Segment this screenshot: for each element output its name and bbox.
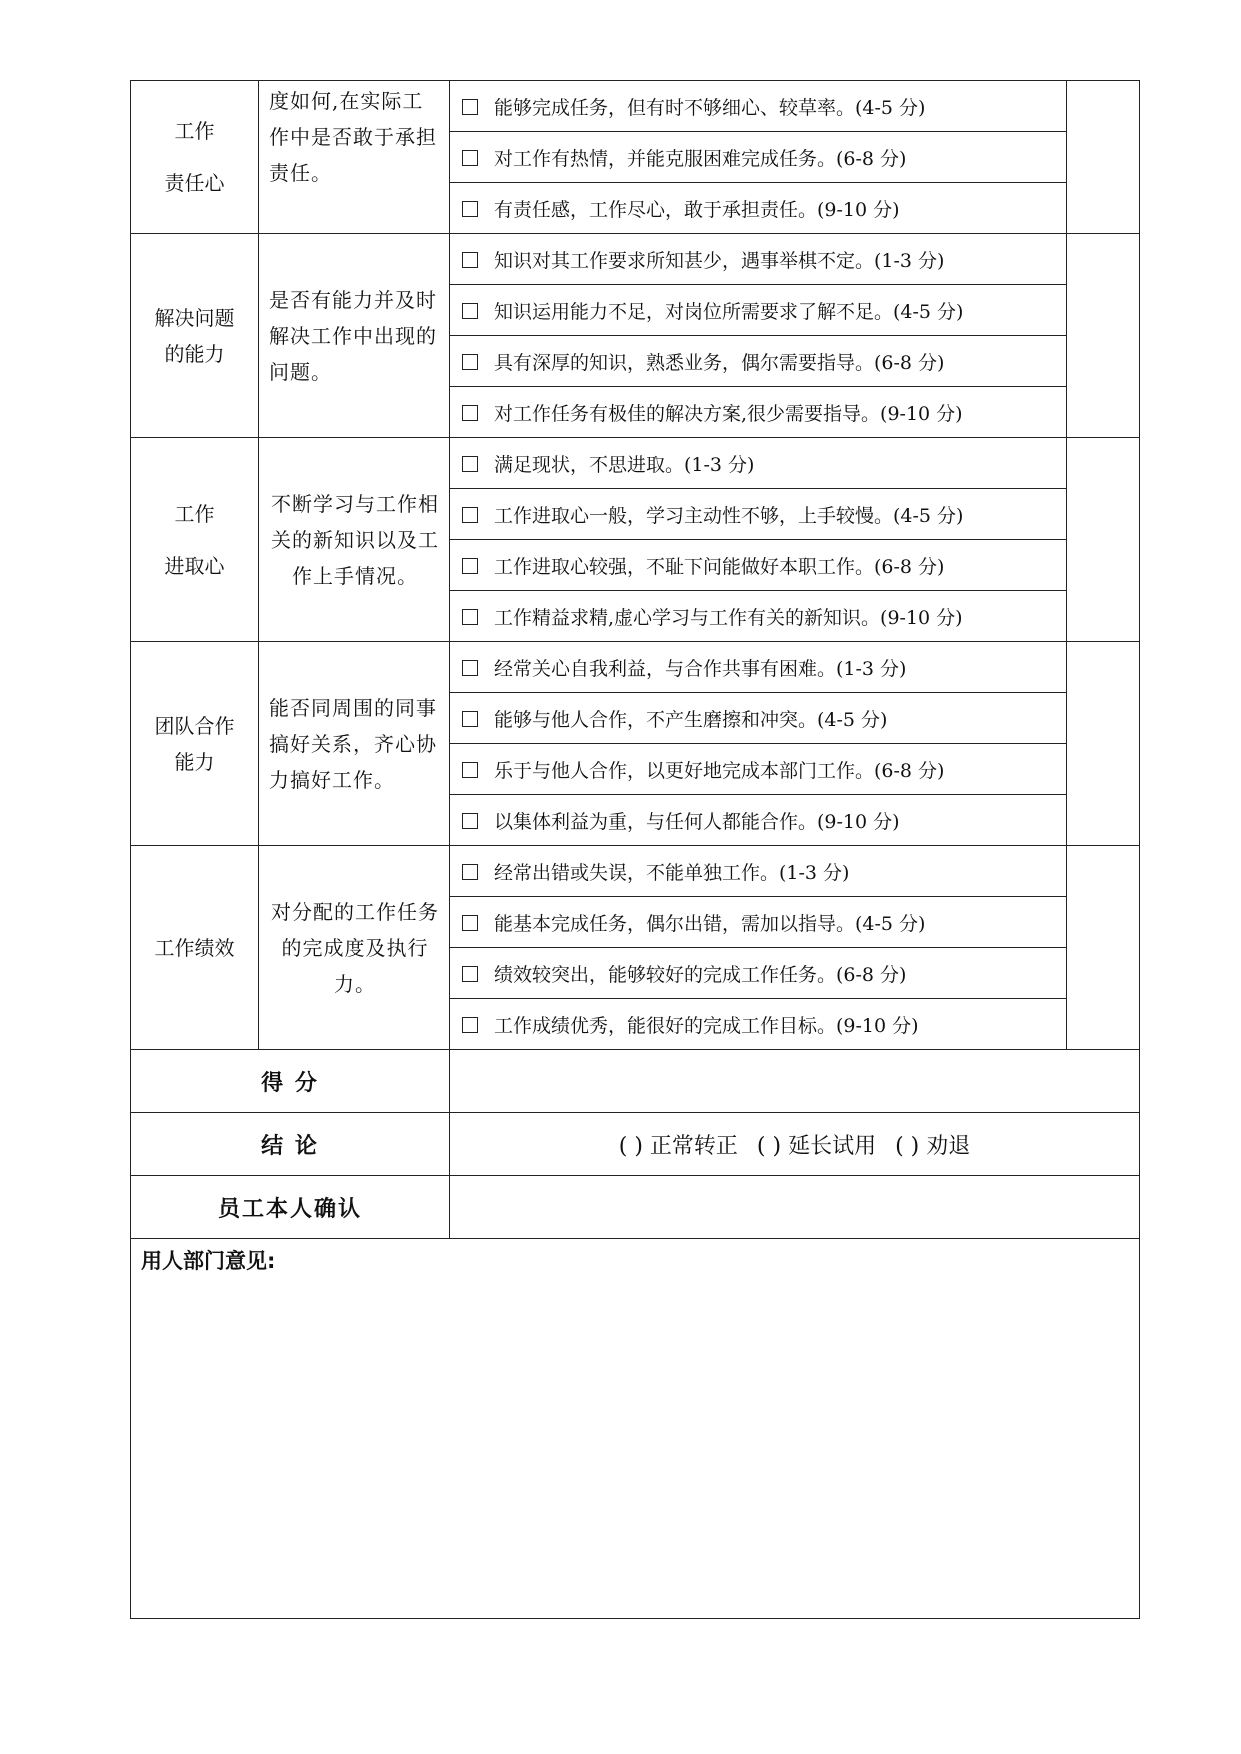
option-initiative-1[interactable]: 满足现状，不思进取。(1-3 分) <box>450 438 1067 489</box>
employee-confirm-field[interactable] <box>450 1176 1140 1239</box>
option-responsibility-2[interactable]: 对工作有热情，并能克服困难完成任务。(6-8 分) <box>450 132 1067 183</box>
option-problem-solving-2[interactable]: 知识运用能力不足，对岗位所需要求了解不足。(4-5 分) <box>450 285 1067 336</box>
option-responsibility-3[interactable]: 有责任感，工作尽心，敢于承担责任。(9-10 分) <box>450 183 1067 234</box>
score-cell-initiative[interactable] <box>1067 438 1140 642</box>
option-teamwork-1[interactable]: 经常关心自我利益，与合作共事有困难。(1-3 分) <box>450 642 1067 693</box>
checkbox-icon[interactable] <box>462 507 478 523</box>
option-teamwork-4[interactable]: 以集体利益为重，与任何人都能合作。(9-10 分) <box>450 795 1067 846</box>
option-problem-solving-4[interactable]: 对工作任务有极佳的解决方案,很少需要指导。(9-10 分) <box>450 387 1067 438</box>
category-problem-solving: 解决问题 的能力 <box>131 234 259 438</box>
checkbox-icon[interactable] <box>462 303 478 319</box>
checkbox-icon[interactable] <box>462 813 478 829</box>
description-teamwork: 能否同周围的同事搞好关系，齐心协力搞好工作。 <box>259 642 450 846</box>
option-performance-3[interactable]: 绩效较突出，能够较好的完成工作任务。(6-8 分) <box>450 948 1067 999</box>
option-initiative-2[interactable]: 工作进取心一般，学习主动性不够，上手较慢。(4-5 分) <box>450 489 1067 540</box>
description-problem-solving: 是否有能力并及时解决工作中出现的问题。 <box>259 234 450 438</box>
checkbox-icon[interactable] <box>462 456 478 472</box>
description-performance: 对分配的工作任务的完成度及执行力。 <box>259 846 450 1050</box>
evaluation-table <box>130 80 1140 1619</box>
description-initiative: 不断学习与工作相关的新知识以及工作上手情况。 <box>259 438 450 642</box>
checkbox-icon[interactable] <box>462 201 478 217</box>
checkbox-icon[interactable] <box>462 150 478 166</box>
conclusion-label: 结 论 <box>131 1113 450 1176</box>
option-performance-1[interactable]: 经常出错或失误，不能单独工作。(1-3 分) <box>450 846 1067 897</box>
checkbox-icon[interactable] <box>462 99 478 115</box>
checkbox-icon[interactable] <box>462 762 478 778</box>
category-teamwork: 团队合作 能力 <box>131 642 259 846</box>
employee-confirm-label: 员工本人确认 <box>131 1176 450 1239</box>
checkbox-icon[interactable] <box>462 915 478 931</box>
conclusion-option-regular[interactable]: ( ) 正常转正 <box>618 1133 738 1159</box>
score-cell-problem-solving[interactable] <box>1067 234 1140 438</box>
score-label: 得 分 <box>131 1050 450 1113</box>
conclusion-option-extend[interactable]: ( ) 延长试用 <box>756 1133 877 1159</box>
checkbox-icon[interactable] <box>462 558 478 574</box>
option-teamwork-2[interactable]: 能够与他人合作，不产生磨擦和冲突。(4-5 分) <box>450 693 1067 744</box>
department-opinion-label: 用人部门意见: <box>141 1249 276 1273</box>
option-performance-4[interactable]: 工作成绩优秀，能很好的完成工作目标。(9-10 分) <box>450 999 1067 1050</box>
conclusion-option-dismiss[interactable]: ( ) 劝退 <box>895 1133 971 1159</box>
score-cell-responsibility[interactable] <box>1067 81 1140 234</box>
checkbox-icon[interactable] <box>462 864 478 880</box>
department-opinion-field[interactable] <box>131 1239 1140 1619</box>
score-value-field[interactable] <box>450 1050 1140 1113</box>
option-teamwork-3[interactable]: 乐于与他人合作，以更好地完成本部门工作。(6-8 分) <box>450 744 1067 795</box>
category-performance: 工作绩效 <box>131 846 259 1050</box>
option-problem-solving-1[interactable]: 知识对其工作要求所知甚少，遇事举棋不定。(1-3 分) <box>450 234 1067 285</box>
option-performance-2[interactable]: 能基本完成任务，偶尔出错，需加以指导。(4-5 分) <box>450 897 1067 948</box>
category-responsibility: 工作 责任心 <box>131 81 259 234</box>
score-cell-performance[interactable] <box>1067 846 1140 1050</box>
conclusion-options <box>450 1113 1140 1176</box>
checkbox-icon[interactable] <box>462 1017 478 1033</box>
score-cell-teamwork[interactable] <box>1067 642 1140 846</box>
checkbox-icon[interactable] <box>462 660 478 676</box>
option-initiative-3[interactable]: 工作进取心较强，不耻下问能做好本职工作。(6-8 分) <box>450 540 1067 591</box>
option-initiative-4[interactable]: 工作精益求精,虚心学习与工作有关的新知识。(9-10 分) <box>450 591 1067 642</box>
checkbox-icon[interactable] <box>462 354 478 370</box>
checkbox-icon[interactable] <box>462 252 478 268</box>
checkbox-icon[interactable] <box>462 405 478 421</box>
option-responsibility-1[interactable]: 能够完成任务，但有时不够细心、较草率。(4-5 分) <box>450 81 1067 132</box>
category-initiative: 工作 进取心 <box>131 438 259 642</box>
option-problem-solving-3[interactable]: 具有深厚的知识，熟悉业务，偶尔需要指导。(6-8 分) <box>450 336 1067 387</box>
description-responsibility: 度如何,在实际工作中是否敢于承担责任。 <box>259 81 450 234</box>
checkbox-icon[interactable] <box>462 711 478 727</box>
checkbox-icon[interactable] <box>462 966 478 982</box>
checkbox-icon[interactable] <box>462 609 478 625</box>
